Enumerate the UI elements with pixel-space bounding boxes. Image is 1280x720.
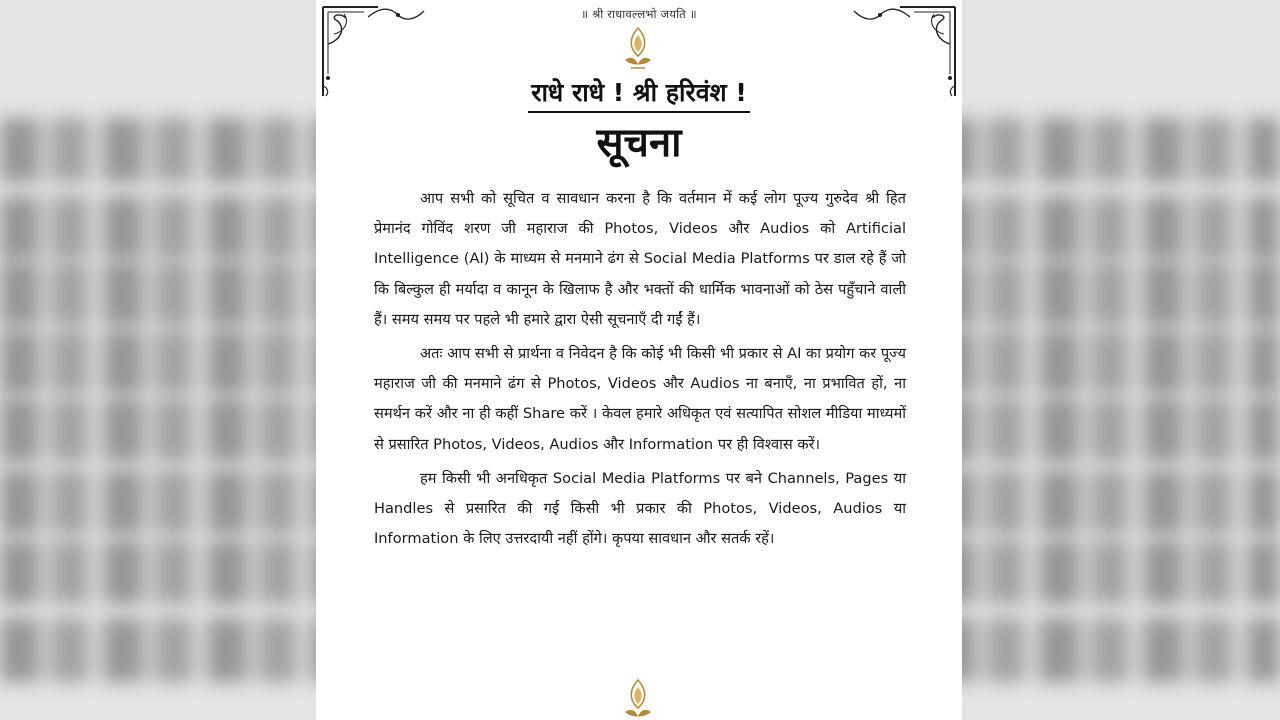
invocation-line: ॥ श्री राधावल्लभो जयति ॥ (581, 7, 697, 21)
notice-body (374, 184, 906, 554)
paragraph-text: हम किसी भी अनधिकृत Social Media Platforms पर बने Channels, Pages या Handles से प्रसारित की गई किसी भी प्रकार की Photos, Videos, Audios या Information के लिए उत्तरदायी नहीं होंगे। कृपया सावधान और सतर्क रहें। (374, 469, 906, 548)
notice-title: सूचना (596, 120, 682, 166)
notice-paragraph (374, 339, 906, 460)
notice-page (316, 0, 962, 720)
notice-paragraph (374, 184, 906, 335)
lotus-flame-emblem-icon (621, 26, 655, 74)
lotus-flame-emblem-icon (621, 678, 655, 720)
paragraph-text: अतः आप सभी से प्रार्थना व निवेदन है कि कोई भी किसी भी प्रकार से AI का प्रयोग कर पूज्य महाराज जी की मनमाने ढंग से Photos, Videos और Audios ना बनाएँ, ना प्रभावित हों, ना समर्थन करें और ना ही कहीं Share करें । केवल हमारे अधिकृत एवं सत्यापित सोशल मीडिया माध्यमों से प्रसारित Photos, Videos, Audios और Information पर ही विश्वास करें। (374, 345, 906, 453)
greeting-heading: राधे राधे ! श्री हरिवंश ! (528, 76, 750, 113)
notice-paragraph (374, 464, 906, 555)
paragraph-text: आप सभी को सूचित व सावधान करना है कि वर्तमान में कई लोग पूज्य गुरुदेव श्री हित प्रेमानंद गोविंद शरण जी महाराज की Photos, Videos और Audios को Artificial Intelligence (AI) के माध्यम से मनमाने ढंग से Social Media Platforms पर डाल रहे हैं जो कि बिल्कुल ही मर्यादा व कानून के खिलाफ है और भक्तों की धार्मिक भावनाओं को ठेस पहुँचाने वाली हैं। समय समय पर पहले भी हमारे द्वारा ऐसी सूचनाएँ दी गईं हैं। (374, 190, 906, 328)
